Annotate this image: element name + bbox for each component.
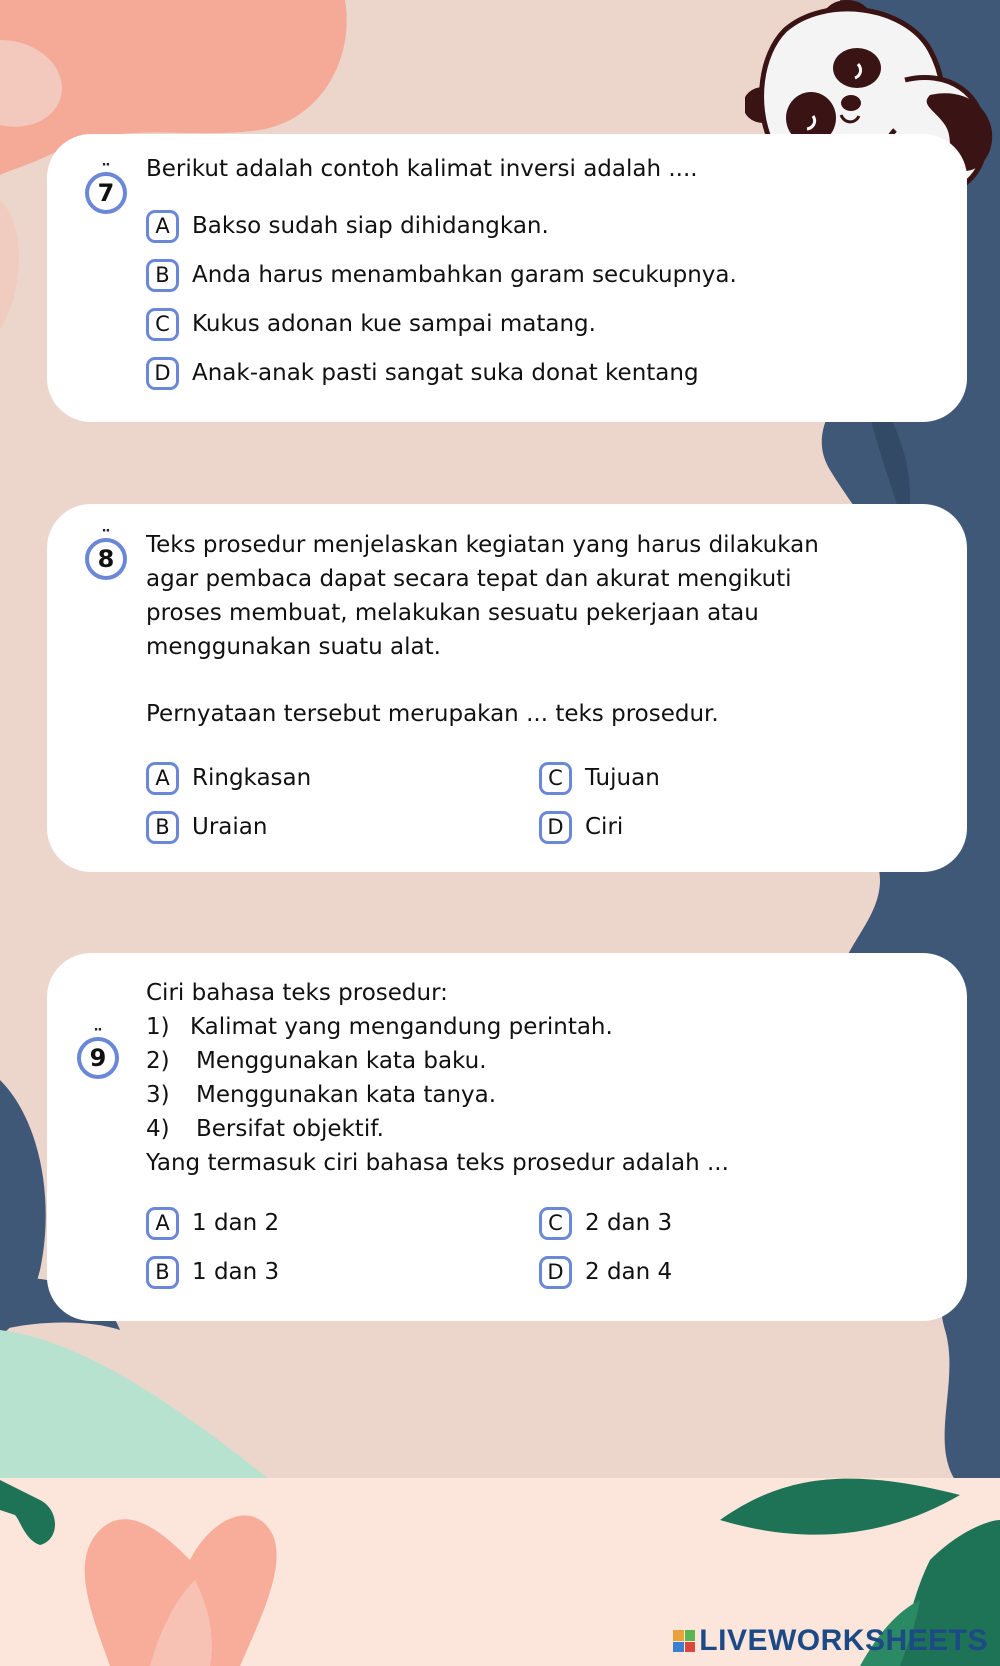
list-item-number: 2) [146, 1048, 170, 1074]
list-item-number: 4) [146, 1116, 170, 1142]
question-text: Berikut adalah contoh kalimat inversi adalah .... [146, 156, 698, 182]
option-c[interactable] [539, 760, 660, 796]
option-c[interactable] [146, 306, 596, 342]
question-text [146, 528, 819, 664]
option-text: Ringkasan [192, 765, 312, 791]
option-text: Uraian [192, 814, 268, 840]
list-item-text: Kalimat yang mengandung perintah. [190, 1014, 613, 1040]
question-text-line: menggunakan suatu alat. [146, 634, 441, 660]
option-letter: D [539, 1256, 572, 1289]
question-card-7 [47, 134, 967, 422]
option-text: Tujuan [585, 765, 660, 791]
option-text: 2 dan 4 [585, 1259, 673, 1285]
question-card-8 [47, 504, 967, 872]
question-prompt: Pernyataan tersebut merupakan ... teks prosedur. [146, 701, 719, 727]
option-a[interactable] [146, 1205, 279, 1241]
option-letter: C [539, 762, 572, 795]
option-letter: C [539, 1207, 572, 1240]
brand-text: LIVEWORKSHEETS [699, 1624, 988, 1657]
option-text: 2 dan 3 [585, 1210, 673, 1236]
question-text-line: Teks prosedur menjelaskan kegiatan yang harus dilakukan [146, 532, 819, 558]
list-item [146, 1044, 729, 1078]
option-text: Bakso sudah siap dihidangkan. [192, 213, 549, 239]
list-item-text: Menggunakan kata tanya. [196, 1082, 497, 1108]
list-item [146, 1112, 729, 1146]
question-prompt: Yang termasuk ciri bahasa teks prosedur adalah ... [146, 1150, 729, 1176]
option-text: Anda harus menambahkan garam secukupnya. [192, 262, 737, 288]
question-text-line: proses membuat, melakukan sesuatu pekerjaan atau [146, 600, 759, 626]
option-b[interactable] [146, 257, 737, 293]
liveworksheets-logo-icon [673, 1630, 695, 1652]
option-text: Kukus adonan kue sampai matang. [192, 311, 596, 337]
option-letter: B [146, 1256, 179, 1289]
list-item-text: Menggunakan kata baku. [196, 1048, 487, 1074]
option-c[interactable] [539, 1205, 672, 1241]
question-card-9 [47, 953, 967, 1321]
liveworksheets-brand[interactable] [673, 1624, 988, 1658]
list-intro: Ciri bahasa teks prosedur: [146, 980, 448, 1006]
option-a[interactable] [146, 208, 549, 244]
option-b[interactable] [146, 1254, 279, 1290]
list-item-text: Bersifat objektif. [196, 1116, 384, 1142]
option-b[interactable] [146, 809, 267, 845]
list-item [146, 1078, 729, 1112]
option-text: 1 dan 3 [192, 1259, 280, 1285]
option-letter: C [146, 308, 179, 341]
question-number-badge: ¨ 9 [77, 1037, 119, 1079]
option-letter: B [146, 259, 179, 292]
option-d[interactable] [539, 809, 623, 845]
criteria-list [146, 976, 729, 1180]
list-item [146, 1010, 729, 1044]
option-d[interactable] [539, 1254, 672, 1290]
option-letter: D [539, 811, 572, 844]
option-letter: A [146, 1207, 179, 1240]
option-text: Ciri [585, 814, 624, 840]
list-item-number: 3) [146, 1082, 170, 1108]
option-text: Anak-anak pasti sangat suka donat kentang [192, 360, 699, 386]
option-letter: B [146, 811, 179, 844]
option-letter: A [146, 210, 179, 243]
option-letter: D [146, 357, 179, 390]
question-number-badge: ¨ 8 [85, 538, 127, 580]
option-d[interactable] [146, 355, 699, 391]
question-text-line: agar pembaca dapat secara tepat dan akurat mengikuti [146, 566, 792, 592]
list-item-number: 1) [146, 1014, 170, 1040]
option-text: 1 dan 2 [192, 1210, 280, 1236]
option-a[interactable] [146, 760, 311, 796]
option-letter: A [146, 762, 179, 795]
question-number-badge: ¨ 7 [85, 172, 127, 214]
